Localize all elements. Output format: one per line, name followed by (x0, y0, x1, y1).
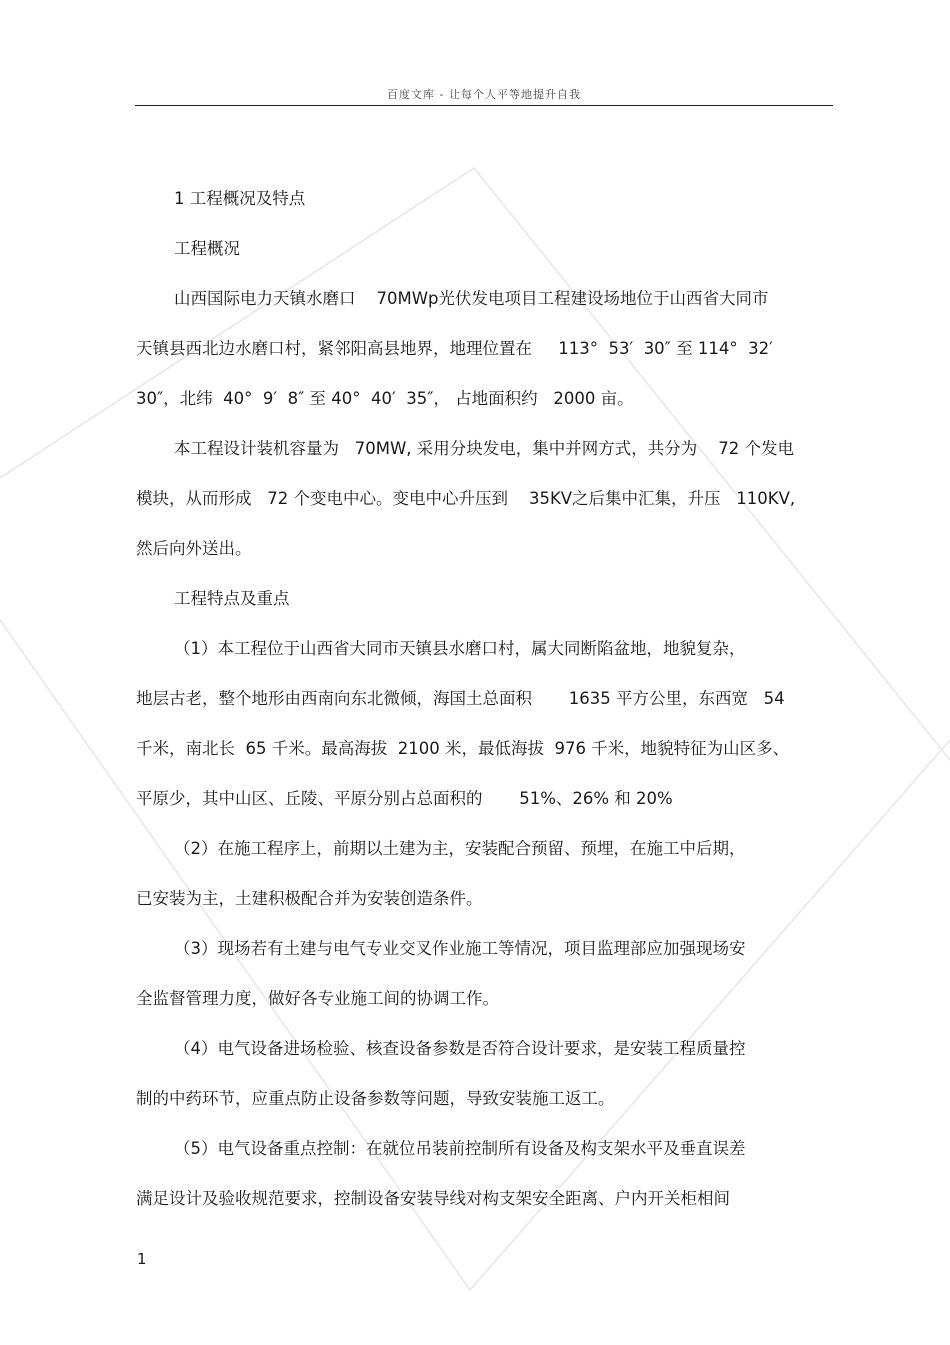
text-line: 地层古老，整个地形由西南向东北微倾，海国土总面积 1635 平方公里，东西宽 54 (136, 689, 785, 708)
text-line: 制的中药环节，应重点防止设备参数等问题，导致安装施工返工。 (136, 1089, 615, 1108)
page-number: 1 (137, 1250, 147, 1268)
text-line: 然后向外送出。 (136, 539, 252, 558)
text-line: （4）电气设备进场检验、核查设备参数是否符合设计要求，是安装工程质量控 (174, 1039, 746, 1058)
text-line: 1 工程概况及特点 (174, 189, 306, 208)
page-header: 百度文库 - 让每个人平等地提升自我 (387, 88, 581, 101)
text-line: 满足设计及验收规范要求，控制设备安装导线对构支架安全距离、户内开关柜相间 (136, 1189, 730, 1208)
text-line: （1）本工程位于山西省大同市天镇县水磨口村，属大同断陷盆地，地貌复杂， (174, 639, 746, 658)
text-line: 天镇县西北边水磨口村，紧邻阳高县地界，地理位置在 113° 53′ 30″ 至 114° 32′ (136, 339, 773, 358)
text-line: （2）在施工程序上，前期以土建为主，安装配合预留、预埋，在施工中后期， (174, 839, 746, 858)
text-line: 本工程设计装机容量为 70MW, 采用分块发电，集中并网方式，共分为 72 个发电 (174, 439, 794, 458)
text-line: 平原少，其中山区、丘陵、平原分别占总面积的 51%、26% 和 20% (136, 789, 673, 808)
text-line: 工程概况 (174, 239, 240, 258)
text-line: 30″，北纬 40° 9′ 8″ 至 40° 40′ 35″， 占地面积约 2000 亩。 (136, 389, 634, 408)
text-line: 模块，从而形成 72 个变电中心。变电中心升压到 35KV之后集中汇集，升压 110KV, (136, 489, 796, 508)
text-line: 千米，南北长 65 千米。最高海拔 2100 米，最低海拔 976 千米，地貌特征为山区多、 (136, 739, 790, 758)
text-line: 全监督管理力度，做好各专业施工间的协调工作。 (136, 989, 499, 1008)
text-line: （3）现场若有土建与电气专业交叉作业施工等情况，项目监理部应加强现场安 (174, 939, 746, 958)
text-line: 工程特点及重点 (174, 589, 290, 608)
text-line: （5）电气设备重点控制：在就位吊装前控制所有设备及构支架水平及垂直误差 (174, 1139, 746, 1158)
text-line: 已安装为主，土建积极配合并为安装创造条件。 (136, 889, 483, 908)
header-divider (135, 105, 833, 106)
text-line: 山西国际电力天镇水磨口 70MWp光伏发电项目工程建设场地位于山西省大同市 (174, 289, 769, 308)
